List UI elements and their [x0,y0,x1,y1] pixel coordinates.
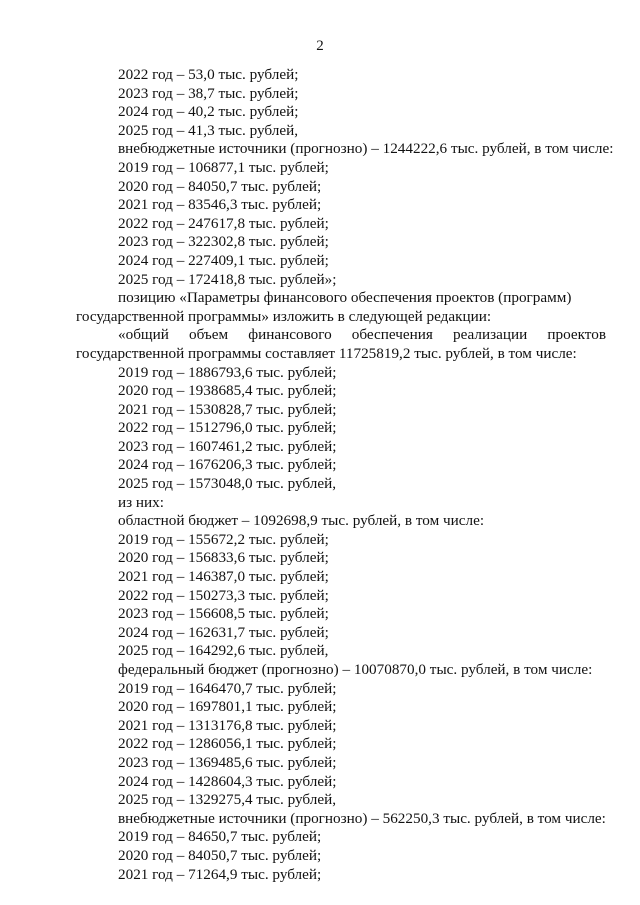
text-line: государственной программы составляет 11725819,2 тыс. рублей, в том числе: [76,344,577,362]
text-line: 2020 год – 84050,7 тыс. рублей; [118,846,322,864]
text-line: 2024 год – 40,2 тыс. рублей; [118,103,299,121]
text-line: 2021 год – 83546,3 тыс. рублей; [118,196,322,214]
text-line: внебюджетные источники (прогнозно) – 1244222,6 тыс. рублей, в том числе: [118,140,614,158]
text-line: 2022 год – 247617,8 тыс. рублей; [118,214,329,232]
text-line: позицию «Параметры финансового обеспечения проектов (программ) [118,289,572,307]
text-line: 2019 год – 1886793,6 тыс. рублей; [118,363,337,381]
text-line: 2023 год – 38,7 тыс. рублей; [118,84,299,102]
text-line: федеральный бюджет (прогнозно) – 10070870,0 тыс. рублей, в том числе: [118,661,593,678]
text-line: 2021 год – 146387,0 тыс. рублей; [118,568,329,586]
text-line: 2019 год – 1646470,7 тыс. рублей; [118,679,337,697]
document-body [76,66,614,884]
text-line: 2024 год – 1428604,3 тыс. рублей; [118,772,337,790]
text-line: 2025 год – 1329275,4 тыс. рублей, [118,791,336,809]
text-line: 2020 год – 1938685,4 тыс. рублей; [118,382,337,400]
text-line: 2025 год – 164292,6 тыс. рублей, [118,642,329,660]
text-line: областной бюджет – 1092698,9 тыс. рублей, в том числе: [118,512,485,530]
text-line: 2019 год – 84650,7 тыс. рублей; [118,828,322,846]
text-line: 2022 год – 150273,3 тыс. рублей; [118,586,329,604]
text-line: 2024 год – 227409,1 тыс. рублей; [118,251,329,269]
text-line: 2023 год – 1607461,2 тыс. рублей; [118,437,337,455]
text-line: 2024 год – 162631,7 тыс. рублей; [118,623,329,641]
text-line: 2021 год – 1530828,7 тыс. рублей; [118,400,337,418]
text-line: 2022 год – 1512796,0 тыс. рублей; [118,419,337,437]
text-line: 2024 год – 1676206,3 тыс. рублей; [118,456,337,474]
text-line: государственной программы» изложить в следующей редакции: [76,307,492,325]
text-line: 2021 год – 71264,9 тыс. рублей; [118,865,322,883]
text-line: 2019 год – 155672,2 тыс. рублей; [118,530,329,548]
text-line: 2021 год – 1313176,8 тыс. рублей; [118,716,337,734]
text-line: внебюджетные источники (прогнозно) – 562250,3 тыс. рублей, в том числе: [118,809,606,827]
text-line: 2025 год – 1573048,0 тыс. рублей, [118,475,336,493]
text-line: «общий объем финансового обеспечения реализации проектов [118,326,606,344]
text-line: 2020 год – 156833,6 тыс. рублей; [118,549,329,567]
text-line: 2020 год – 84050,7 тыс. рублей; [118,177,322,195]
text-line: 2023 год – 1369485,6 тыс. рублей; [118,753,337,771]
text-line: 2023 год – 156608,5 тыс. рублей; [118,605,329,623]
text-line: 2025 год – 172418,8 тыс. рублей»; [118,270,337,288]
text-line: 2019 год – 106877,1 тыс. рублей; [118,158,329,176]
text-line: 2023 год – 322302,8 тыс. рублей; [118,233,329,251]
text-line: 2022 год – 53,0 тыс. рублей; [118,66,299,83]
text-line: 2025 год – 41,3 тыс. рублей, [118,121,299,139]
text-line: из них: [118,493,164,511]
page-number: 2 [316,38,324,54]
text-line: 2022 год – 1286056,1 тыс. рублей; [118,735,337,753]
text-line: 2020 год – 1697801,1 тыс. рублей; [118,698,337,716]
